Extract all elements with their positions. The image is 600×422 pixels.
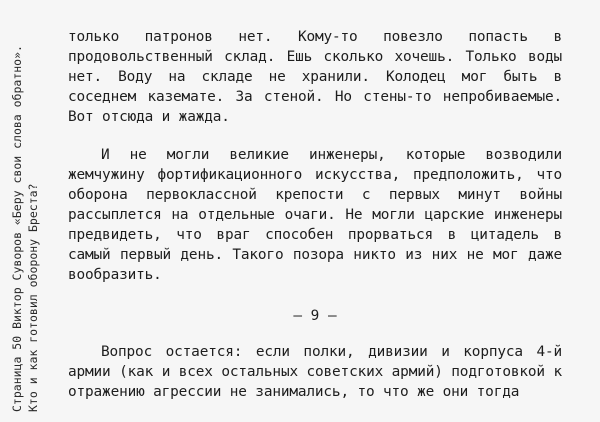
page-text-bottom bbox=[68, 342, 562, 402]
side-caption-line-2: Кто и как готовил оборону Бреста? bbox=[26, 183, 40, 412]
side-caption-text bbox=[9, 22, 41, 412]
paragraph-1: только патронов нет. Кому-то повезло попасть в продовольственный склад. Ешь сколько хочешь. Только воды нет. Воду на складе не хранили. Колодец мог быть в соседнем каземате. За стеной. Но стены-то непробиваемые. Вот отсюда и жажда. bbox=[68, 29, 562, 125]
side-caption-line-1: Страница 50 Виктор Суворов «Беру свои слова обратно». bbox=[10, 45, 24, 412]
page-text-top bbox=[68, 27, 562, 285]
paragraph-3: Вопрос остается: если полки, дивизии и корпуса 4-й армии (как и всех остальных советских армий) подготовкой к отражению агрессии не занимались, то что же они тогда bbox=[68, 344, 562, 400]
paragraph-2: И не могли великие инженеры, которые возводили жемчужину фортификационного искусства, предположить, что оборона первоклассной крепости с первых минут войны рассыплется на отдельные очаги. Не могли царские инженеры предвидеть, что враг способен прорваться в цитадель в самый первый день. Такого позора никто из них не мог даже вообразить. bbox=[68, 147, 562, 283]
page-number: – 9 – bbox=[293, 308, 337, 324]
side-caption bbox=[3, 0, 55, 422]
